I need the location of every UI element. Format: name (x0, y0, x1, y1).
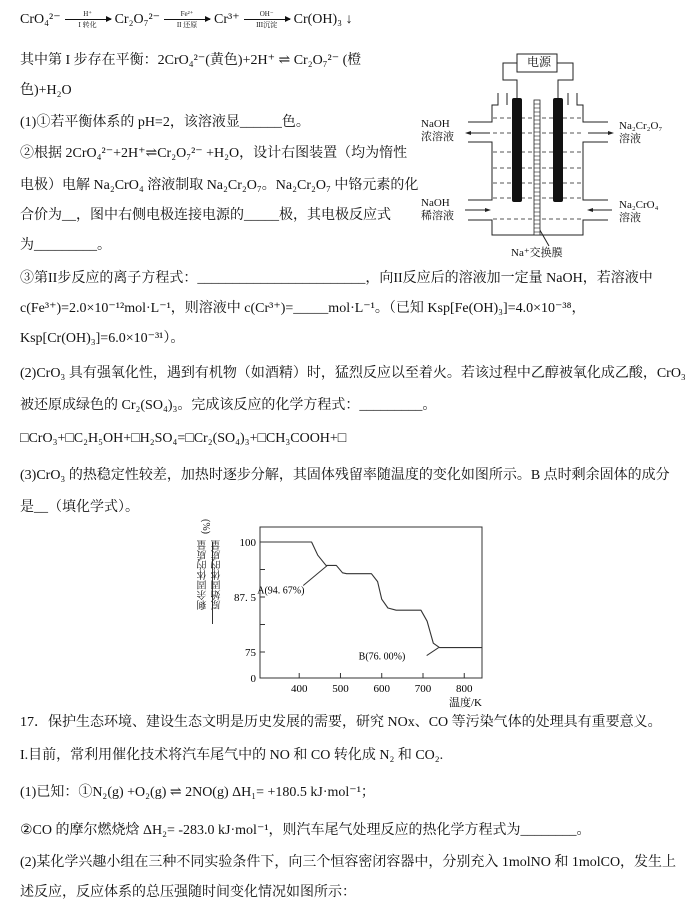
text-line: 是__（填化学式）。 (20, 500, 139, 515)
label-naoh-concentrated: NaOH 浓溶液 (421, 118, 454, 143)
annotation-leader (303, 565, 327, 585)
annotation-label: B(76. 00%) (358, 651, 406, 663)
y-tick-label: 0 (250, 673, 256, 685)
species-chromate: CrO₄²⁻ (20, 12, 61, 27)
x-tick-label: 400 (290, 683, 308, 695)
y-axis-unit: (%) (200, 519, 211, 534)
text-line: (3)CrO₃ 的热稳定性较差，加热时逐步分解，其固体残留率随温度的变化如图所示。B 点时剩余固体的成分 (20, 468, 670, 483)
text-line: (1)①若平衡体系的 pH=2，该溶液显______色。 (20, 115, 310, 130)
text-line: Ksp[Cr(OH)₃]=6.0×10⁻³¹）。 (20, 331, 185, 346)
text-line: 为_________。 (20, 238, 111, 253)
x-tick-label: 700 (414, 683, 432, 695)
text-line: 述反应，反应体系的总压强随时间变化情况如图所示： (20, 885, 356, 900)
step2-label: II 还原 (176, 21, 198, 29)
step1-reagent: H⁺ (83, 10, 92, 18)
y-tick-label: 87. 5 (234, 592, 256, 604)
text-line: 17．保护生态环境、建设生态文明是历史发展的需要，研究 NOx、CO 等污染气体的处理具有重要意义。 (20, 715, 662, 730)
y-tick-label: 100 (239, 537, 256, 549)
annotation-label: A(94. 67%) (257, 585, 305, 597)
text-line: 合价为__，图中右侧电极连接电源的_____极，其电极反应式 (20, 208, 391, 223)
y-axis-label-denominator: 原始固体的质量 (212, 540, 223, 610)
x-tick-label: 800 (456, 683, 473, 695)
species-cr3: Cr³⁺ (214, 12, 240, 27)
text-line: ②CO 的摩尔燃烧焓 ΔH₂= -283.0 kJ·mol⁻¹，则汽车尾气处理反应的热化学方程式为________。 (20, 823, 591, 838)
step3-reagent: OH⁻ (259, 10, 274, 18)
y-axis-label-numerator: 剩余固体的质量 (198, 540, 209, 610)
step2-reagent: Fe²⁺ (180, 10, 194, 18)
step1-label: I 转化 (78, 21, 97, 29)
x-tick-label: 500 (332, 683, 349, 695)
label-na2cro4-solution: Na₂CrO₄ 溶液 (619, 199, 659, 224)
text-line: 其中第 I 步存在平衡：2CrO₄²⁻(黄色)+2H⁺ ⇌ Cr₂O₇²⁻ (橙 (20, 53, 362, 68)
text-line: (2)CrO₃ 具有强氧化性，遇到有机物（如酒精）时，猛烈反应以至着火。若该过程中乙醇被氧化成乙酸，CrO₃ (20, 366, 686, 381)
species-cr-oh3: Cr(OH)₃ ↓ (293, 11, 353, 27)
text-line: □CrO₃+□C₂H₅OH+□H₂SO₄=□Cr₂(SO₄)₃+□CH₃COOH+□ (20, 431, 347, 446)
species-dichromate: Cr₂O₇²⁻ (114, 12, 161, 27)
text-line: 色)+H₂O (20, 83, 72, 98)
power-supply-label: 电源 (527, 55, 552, 69)
text-line: 电极）电解 Na₂CrO₄ 溶液制取 Na₂Cr₂O₇。Na₂Cr₂O₇ 中铬元素的化 (20, 178, 419, 193)
y-tick-label: 75 (245, 647, 256, 659)
text-line: (2)某化学兴趣小组在三种不同实验条件下，向三个恒容密闭容器中，分别充入 1molNO 和 1molCO，发生上 (20, 855, 677, 870)
x-tick-label: 600 (373, 683, 390, 695)
text-line: ③第II步反应的离子方程式：________________________，向II反应后的溶液加一定量 NaOH，若溶液中 (20, 271, 653, 286)
text-line: (1)已知：①N₂(g) +O₂(g) ⇌ 2NO(g) ΔH₁= +180.5 kJ·mol⁻¹； (20, 785, 375, 800)
label-na2cr2o7-solution: Na₂Cr₂O₇ 溶液 (619, 120, 663, 145)
annotation-leader (427, 648, 439, 656)
step3-label: III沉淀 (256, 21, 278, 29)
label-naoh-dilute: NaOH 稀溶液 (421, 197, 454, 222)
text-line: c(Fe³⁺)=2.0×10⁻¹²mol·L⁻¹，则溶液中 c(Cr³⁺)=_____mol·L⁻¹。（已知 Ksp[Fe(OH)₃]=4.0×10⁻³⁸， (20, 301, 586, 316)
text-line: ②根据 2CrO₄²⁻+2H⁺⇌Cr₂O₇²⁻ +H₂O，设计右图装置（均为惰性 (20, 146, 408, 161)
x-axis-label: 温度/K (449, 697, 482, 709)
membrane-label: Na⁺交换膜 (511, 247, 563, 259)
text-line: 被还原成绿色的 Cr₂(SO₄)₃。完成该反应的化学方程式：_________。 (20, 398, 437, 413)
text-line: I.目前，常利用催化技术将汽车尾气中的 NO 和 CO 转化成 N₂ 和 CO₂. (20, 748, 444, 763)
